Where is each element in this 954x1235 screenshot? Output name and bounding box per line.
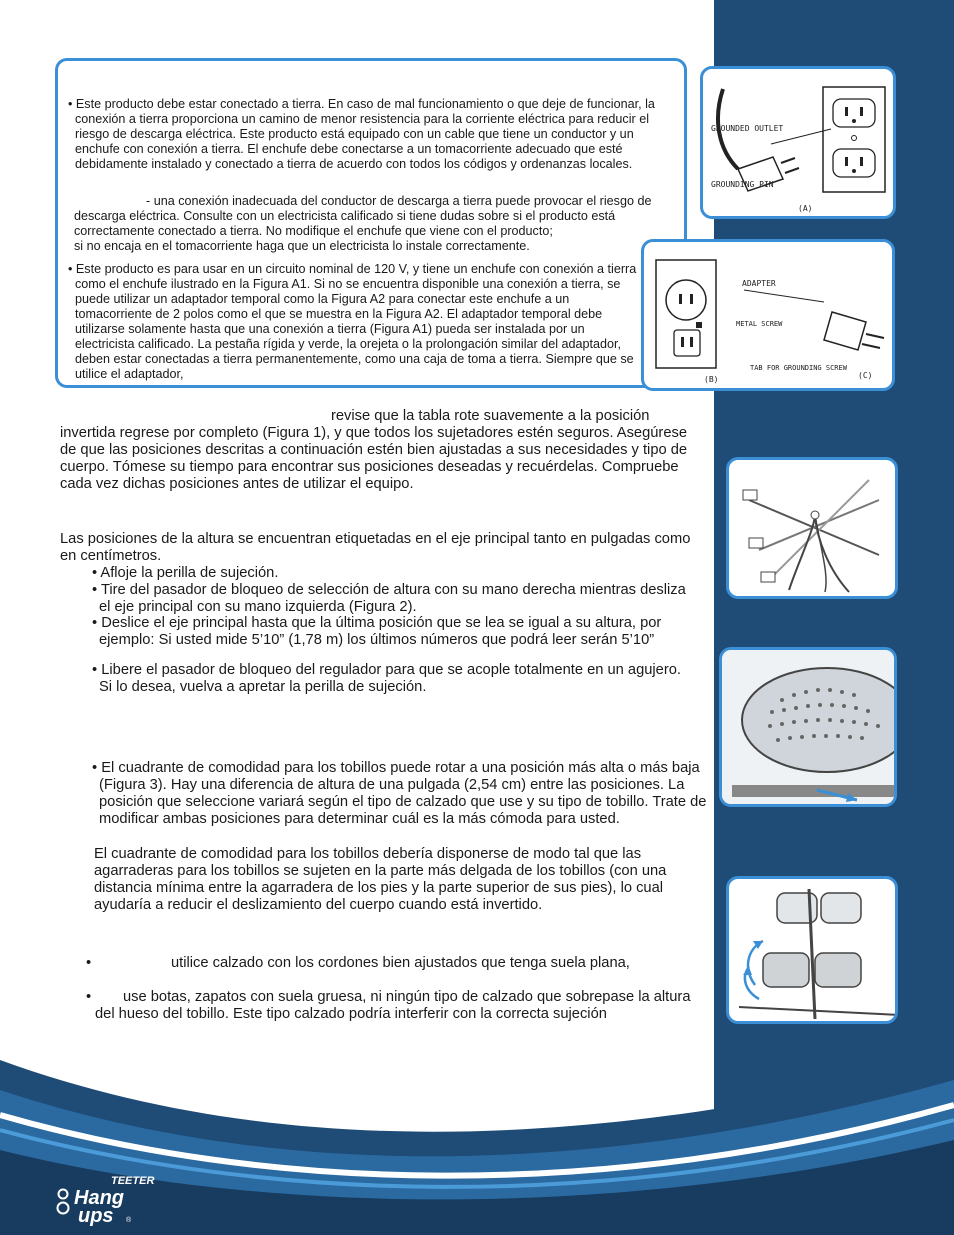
- height-step-3: • Deslice el eje principal hasta que la última posición que se lea se igual a su altura, por ejemplo: Si usted mide 5’10” (1,78 m) los últimos números que podrá leer serán 5’10”: [92, 615, 662, 648]
- hang-ups-logo: [56, 1170, 166, 1226]
- ankle-paragraph-2: [94, 846, 700, 914]
- shoe-line-2: use botas, zapatos con suela gruesa, ni ningún tipo de calzado que sobrepase la altura del hueso del tobillo. Este tipo calzado podría interferir con la correcta sujeción: [95, 989, 691, 1022]
- figure-2-height-adjust: [719, 647, 897, 807]
- ankle-step-1: • El cuadrante de comodidad para los tobillos puede rotar a una posición más alta o más baja (Figura 3). Hay una diferencia de altura de una pulgada (2,54 cm) entre las posiciones. La posición que seleccione variará según el tipo de calzado que use y su tipo de tobillo. Trate de modificar ambas posiciones para determinar cuál es la más cómoda para usted.: [92, 760, 707, 827]
- shoe-bullet-2: •: [86, 989, 92, 1005]
- logo-line1: Hang: [74, 1187, 124, 1209]
- figure-bc-screw-label: METAL SCREW: [736, 320, 783, 328]
- grounding-paragraph-2: [74, 194, 684, 254]
- figure-1-rotation: [726, 457, 898, 599]
- figure-b-label: (B): [704, 375, 719, 384]
- figure-bc-adapter-label: ADAPTER: [742, 279, 776, 288]
- shoe-line-1: utilice calzado con los cordones bien ajustados que tenga suela plana,: [171, 955, 630, 971]
- grounding-paragraph-2b: si no encaja en el tomacorriente haga que un electricista lo instale correctamente.: [74, 239, 530, 253]
- figure-bc-adapter: [641, 239, 895, 391]
- grounding-paragraph-3: • Este producto es para usar en un circuito nominal de 120 V, y tiene un enchufe con conexión a tierra como el enchufe ilustrado en la Figura A1. Si no se encuentra disponible una conexión a tierra, se puede utilizar un adaptador temporal como la Figura A2 para conectar este enchufe a un tomacorriente de 2 polos como el que se muestra en la Figura A2. El adaptador temporal debe utilizarse solamente hasta que una conexión a tierra (Figura A1) pueda ser instalada por un electricista calificado. La pestaña rígida y verde, la orejeta o la prolongación similar del adaptador, deben estar conectadas a tierra permanentemente, como una caja de toma a tierra. Siempre que se utilice el adaptador,: [68, 262, 637, 381]
- logo-line2: ups: [78, 1205, 114, 1226]
- figure-c-label: (C): [858, 371, 873, 380]
- figure-a-outlet-label: GROUNDED OUTLET: [711, 124, 784, 133]
- intro-paragraph: invertida regrese por completo (Figura 1), y que todos los sujetadores estén seguros. Asegúrese de que las posiciones descritas a continuación estén bien ajustadas a sus necesidades y tipo de cuerpo. Tómese su tiempo para encontrar sus posiciones deseadas y recuérdelas. Compruebe cada vez dichas posiciones antes de utilizar el equipo.: [60, 425, 688, 492]
- grounding-paragraph-2a: - una conexión inadecuada del conductor de descarga a tierra puede provocar el riesgo de descarga eléctrica. Consulte con un electricista calificado si tiene dudas sobre si el producto está correctamente conectado a tierra. No modifique el enchufe que viene con el producto;: [74, 194, 652, 238]
- height-step-2: • Tire del pasador de bloqueo de selección de altura con su mano derecha mientras desliza el eje principal con su mano izquierda (Figura 2).: [92, 582, 686, 615]
- grounding-paragraph-1: • Este producto debe estar conectado a tierra. En caso de mal funcionamiento o que deje de funcionar, la conexión a tierra proporciona un camino de menor resistencia para la corriente eléctrica para reducir el riesgo de descarga eléctrica. Este producto está equipado con un cable que tiene un conductor y un enchufe con conexión a tierra. El enchufe debe conectarse a un tomacorriente adecuado que esté debidamente instalado y conectado a tierra de acuerdo con todos los códigos y ordenanzas locales.: [68, 97, 655, 171]
- height-intro: Las posiciones de la altura se encuentran etiquetadas en el eje principal tanto en pulgadas como en centímetros.: [60, 531, 691, 564]
- figure-3-ankle-dial: [726, 876, 898, 1024]
- logo-mark: ®: [126, 1217, 132, 1224]
- shoe-bullet-1: •: [86, 955, 92, 971]
- intro-line-1: revise que la tabla rote suavemente a la posición: [331, 408, 650, 424]
- figure-a-label: (A): [798, 204, 813, 213]
- figure-a-grounded-outlet: [700, 66, 896, 219]
- height-step-1: • Afloje la perilla de sujeción.: [92, 565, 279, 581]
- figure-a-pin-label: GROUNDING PIN: [711, 180, 774, 189]
- logo-top: TEETER: [111, 1175, 155, 1187]
- figure-bc-tab-label: TAB FOR GROUNDING SCREW: [750, 364, 847, 372]
- height-step-4: • Libere el pasador de bloqueo del regulador para que se acople totalmente en un agujero. Si lo desea, vuelva a apretar la perilla de sujeción.: [92, 662, 681, 695]
- ankle-paragraph-2-text: El cuadrante de comodidad para los tobillos debería disponerse de modo tal que las agarraderas para los tobillos se sujeten en la parte más delgada de los tobillos (con una distancia mínima entre la agarradera de los pies y la parte superior de sus pies), lo cual ayudaría a reducir el deslizamiento del cuerpo cuando está invertido.: [94, 846, 667, 913]
